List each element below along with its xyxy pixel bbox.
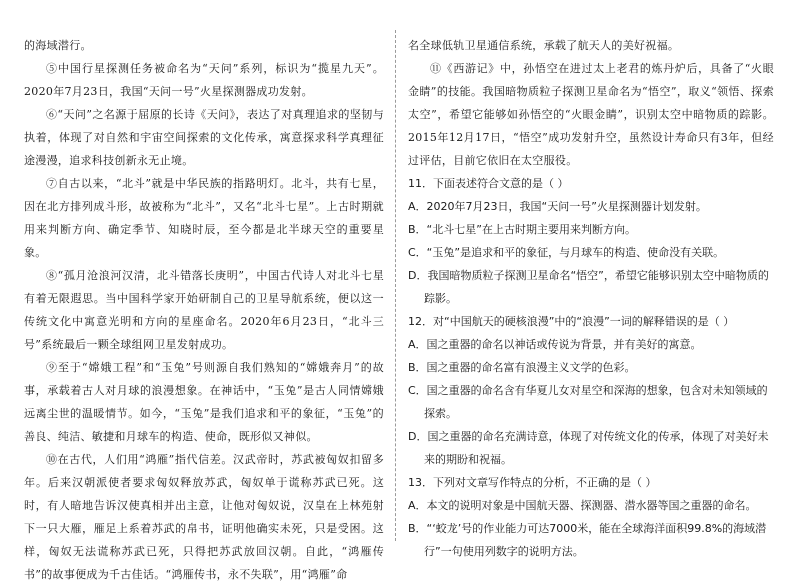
paragraph-continued: 名全球低轨卫星通信系统，承载了航天人的美好祝福。 bbox=[408, 39, 680, 52]
paragraph-10: ⑩在古代，人们用“鸿雁”指代信差。汉武帝时，苏武被匈奴扣留多年。后来汉朝派使者要求匈奴释放苏武，匈奴单于谎称苏武已死。这时，有人暗地告诉汉使真相并出主意，让他对匈奴说，汉皇在上林苑射下一只大雁，雁足上系着苏武的帛书，证明他确实未死，只是受困。这样，匈奴无法谎称苏武已死，只得把苏武放回汉朝。自此，“鸿雁传书”的故事便成为千古佳话。“鸿雁传书，永不失联”，用“鸿雁”命 bbox=[24, 453, 384, 581]
paragraph-11: ⑪《西游记》中，孙悟空在进过太上老君的炼丹炉后，具备了“火眼金睛”的技能。我国暗物质粒子探测卫星命名为“悟空”，取义“领悟、探索太空”，希望它能够如孙悟空的“火眼金睛”，识别太空中暗物质的踪影。2015年12月17日，“悟空”成功发射升空，虽然设计寿命只有3年，但经过评估，目前它依旧在太空服役。 bbox=[408, 62, 774, 167]
question-11-stem: 11．下面表述符合文意的是（ ） bbox=[408, 177, 569, 190]
right-column bbox=[408, 34, 774, 563]
question-13-option-b[interactable]: B．“‘蛟龙’号的作业能力可达7000米，能在全球海洋面积99.8%的海域潜行”一句使用列数字的说明方法。 bbox=[408, 522, 767, 558]
paragraph-8: ⑧“孤月沧浪河汉清，北斗错落长庚明”，中国古代诗人对北斗七星有着无限遐思。当中国科学家开始研制自己的卫星导航系统，便以这一传统文化中寓意光明和方向的星座命名。2020年6月23日，“北斗三号”系统最后一颗全球组网卫星发射成功。 bbox=[24, 269, 384, 351]
question-12-stem: 12．对“中国航天的硬核浪漫”中的“浪漫”一词的解释错误的是（ ） bbox=[408, 315, 735, 328]
question-13-option-a[interactable]: A．本文的说明对象是中国航天器、探测器、潜水器等国之重器的命名。 bbox=[408, 499, 757, 512]
question-12-option-c[interactable]: C．国之重器的命名含有华夏儿女对星空和深海的想象，包含对未知领域的探索。 bbox=[408, 384, 768, 420]
paragraph: 的海域潜行。 bbox=[24, 39, 92, 52]
column-divider bbox=[395, 30, 396, 541]
paragraph-6: ⑥“天问”之名源于屈原的长诗《天问》，表达了对真理追求的坚韧与执着，体现了对自然和宇宙空间探索的文化传承，寓意探求科学真理征途漫漫，追求科技创新永无止境。 bbox=[24, 108, 384, 167]
paragraph-5: ⑤中国行星探测任务被命名为“天问”系列，标识为“揽星九天”。2020年7月23日，我国“天问一号”火星探测器成功发射。 bbox=[24, 62, 384, 98]
question-11-option-b[interactable]: B．“北斗七星”在上古时期主要用来判断方向。 bbox=[408, 223, 636, 236]
paragraph-9: ⑨至于“嫦娥工程”和“玉兔”号则源自我们熟知的“嫦娥奔月”的故事，承载着古人对月球的浪漫想象。在神话中，“玉兔”是古人同情嫦娥远离尘世的温暖情节。如今，“玉兔”是我们追求和平的象征，“玉兔”的善良、纯洁、敏捷和月球车的构造、使命，既形似又神似。 bbox=[24, 361, 384, 443]
question-12-option-a[interactable]: A．国之重器的命名以神话或传说为背景，并有美好的寓意。 bbox=[408, 338, 702, 351]
question-11-option-d[interactable]: D．我国暗物质粒子探测卫星命名“悟空”，希望它能够识别太空中暗物质的踪影。 bbox=[408, 269, 769, 305]
left-column bbox=[24, 34, 384, 586]
question-12-option-b[interactable]: B．国之重器的命名富有浪漫主义文学的色彩。 bbox=[408, 361, 636, 374]
question-12-option-d[interactable]: D．国之重器的命名充满诗意，体现了对传统文化的传承，体现了对美好未来的期盼和祝福。 bbox=[408, 430, 769, 466]
paragraph-7: ⑦自古以来，“北斗”就是中华民族的指路明灯。北斗，共有七星，因在北方排列成斗形，故被称为“北斗”，又名“北斗七星”。上古时期就用来判断方向、确定季节、知晓时辰，至今都是北半球天空的重要星象。 bbox=[24, 177, 384, 259]
question-13-stem: 13．下列对文章写作特点的分析，不正确的是（ ） bbox=[408, 476, 657, 489]
question-11-option-c[interactable]: C．“玉兔”是追求和平的象征，与月球车的构造、使命没有关联。 bbox=[408, 246, 725, 259]
question-11-option-a[interactable]: A．2020年7月23日，我国“天问一号”火星探测器计划发射。 bbox=[408, 200, 707, 213]
